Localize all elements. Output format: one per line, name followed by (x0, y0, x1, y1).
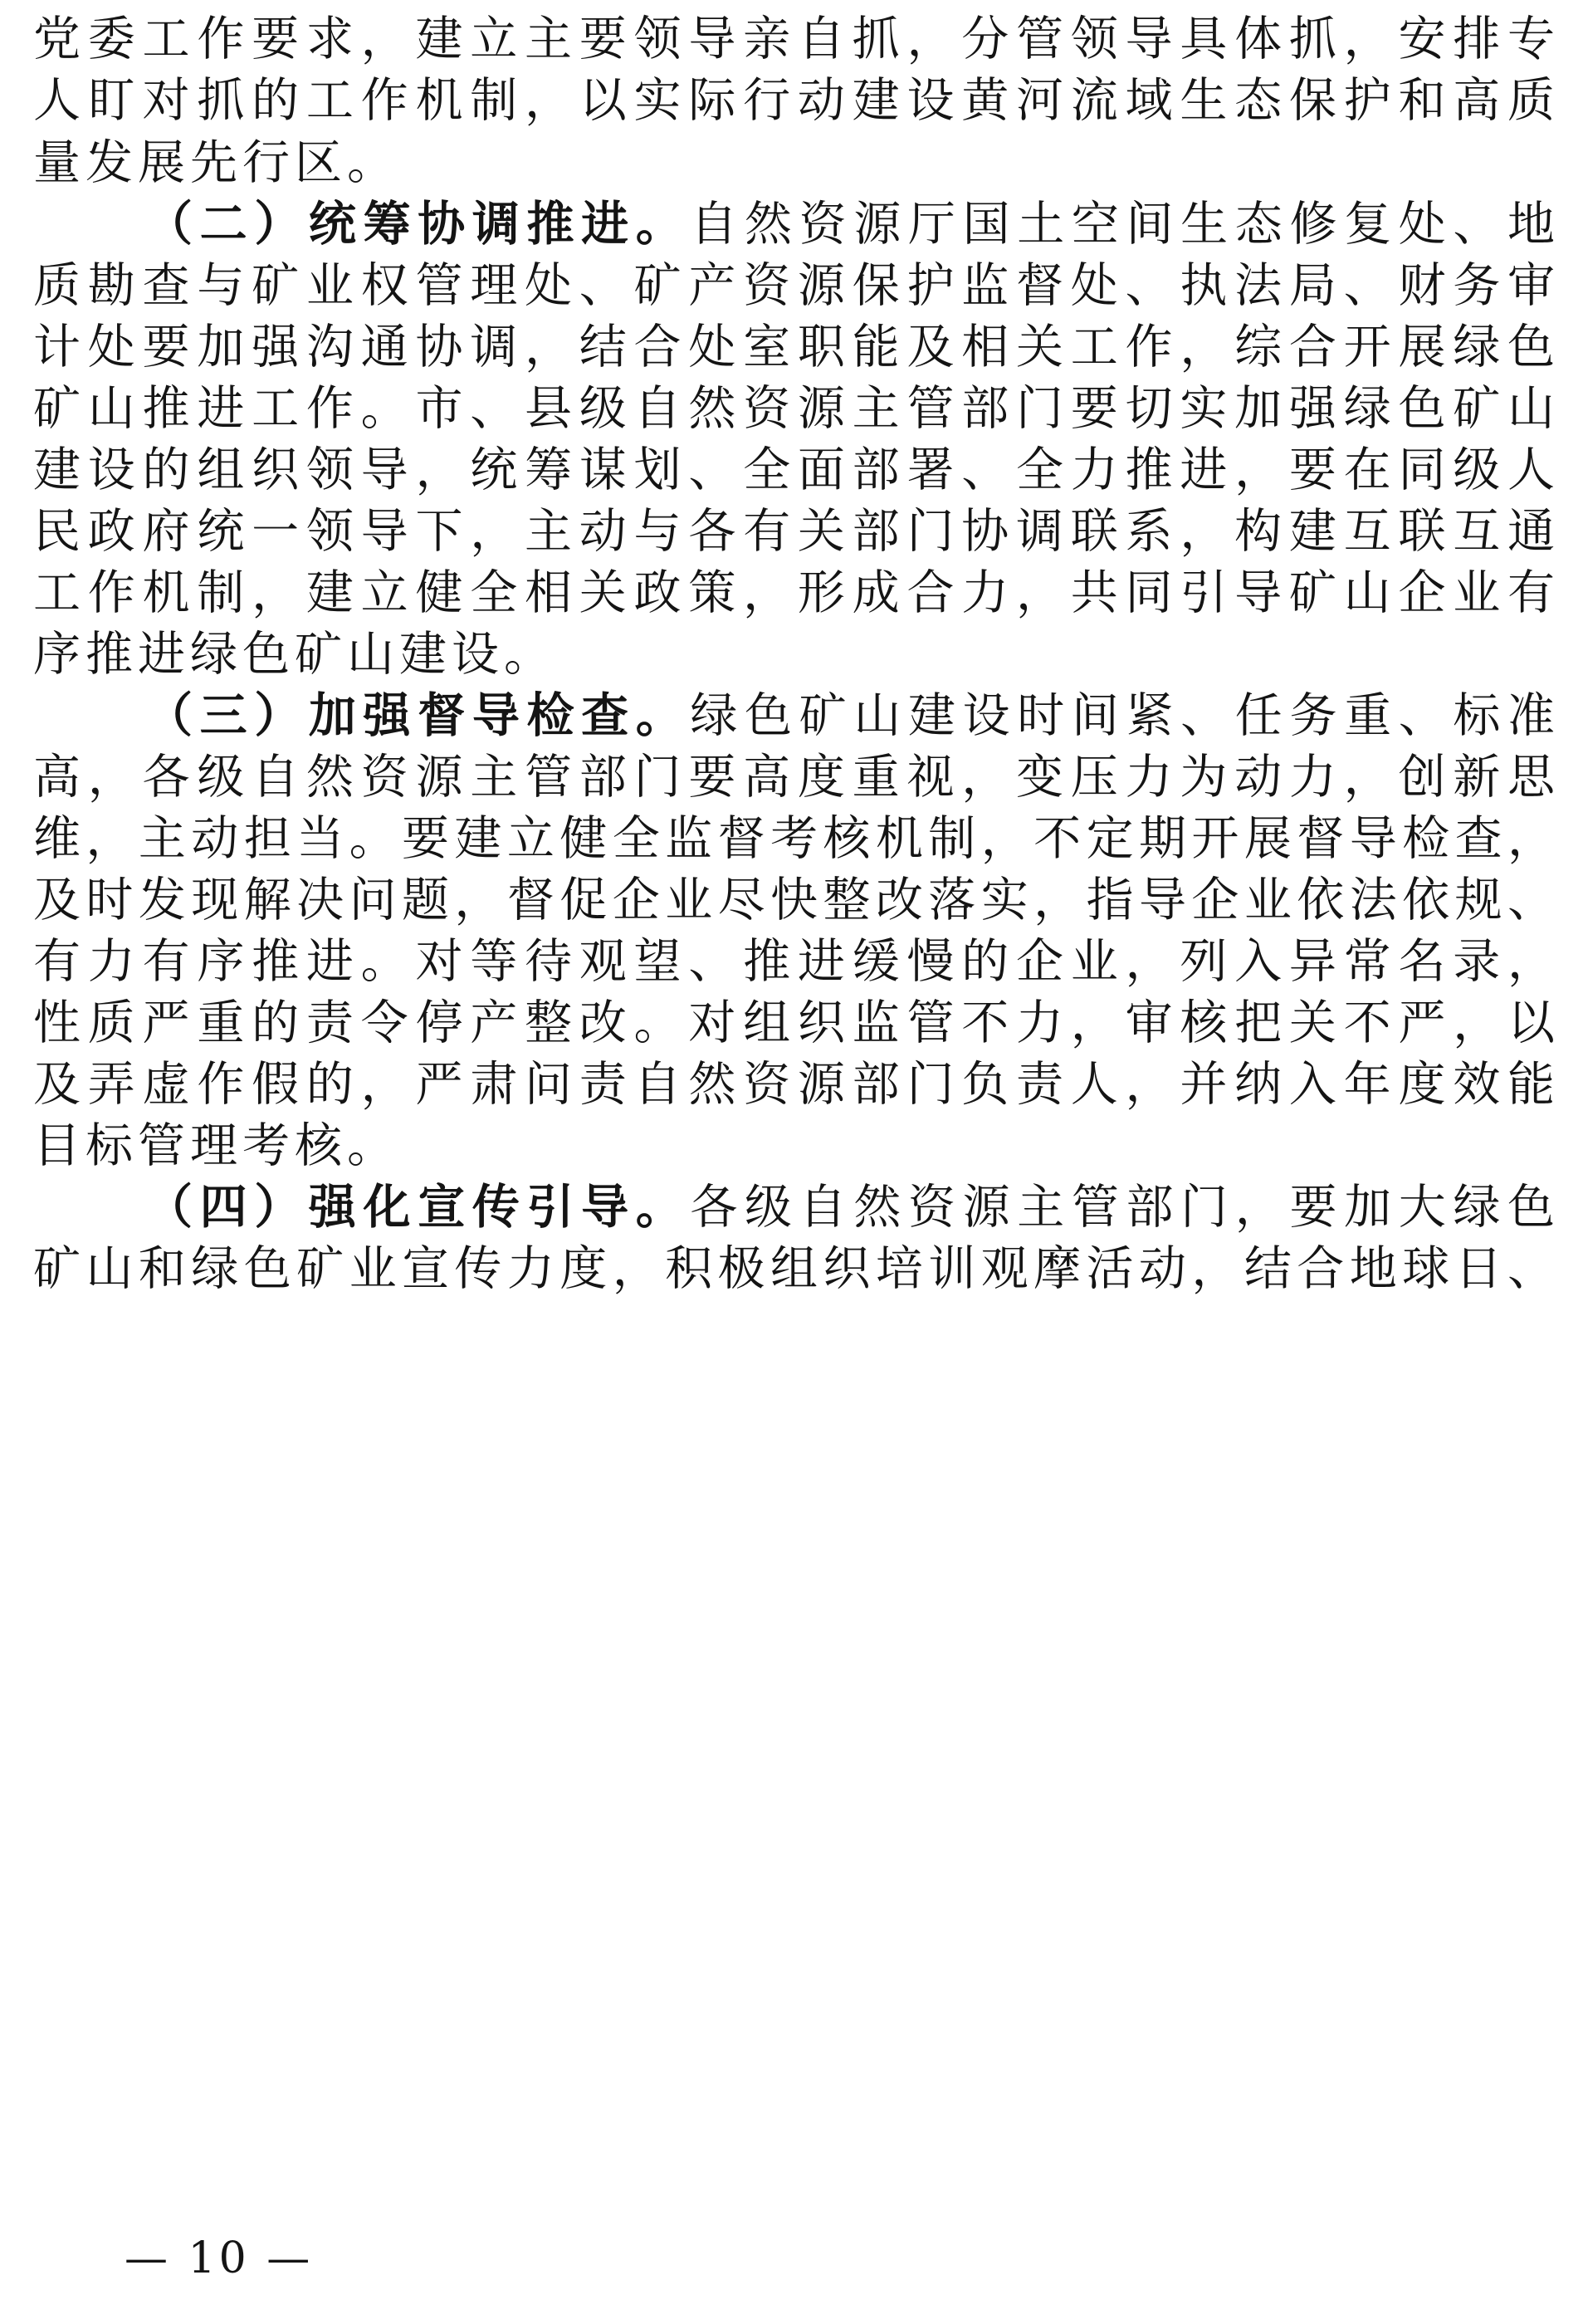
body-line: 建设的组织领导，统筹谋划、全面部署、全力推进，要在同级人 (33, 443, 1555, 497)
body-line: 量发展先行区。 (33, 135, 399, 190)
body-line: 目标管理考核。 (33, 1118, 399, 1173)
page-number: — 10 — (125, 2233, 314, 2283)
body-line: 民政府统一领导下，主动与各有关部门协调联系，构建互联互通 (33, 504, 1555, 559)
body-line: 矿山推进工作。市、县级自然资源主管部门要切实加强绿色矿山 (33, 381, 1555, 436)
body-line: 计处要加强沟通协调，结合处室职能及相关工作，综合开展绿色 (33, 320, 1555, 374)
body-line: 质勘查与矿业权管理处、矿产资源保护监督处、执法局、财务审 (33, 258, 1555, 313)
section-heading: （三）加强督导检查。 (145, 688, 691, 743)
body-line: 高，各级自然资源主管部门要高度重视，变压力为动力，创新思 (33, 750, 1555, 805)
section-text: 绿色矿山建设时间紧、任务重、标准 (690, 688, 1556, 743)
section-heading: （二）统筹协调推进。 (145, 197, 691, 252)
body-line: 序推进绿色矿山建设。 (33, 627, 556, 682)
body-line: 及时发现解决问题，督促企业尽快整改落实，指导企业依法依规、 (33, 873, 1555, 927)
body-line: 及弄虚作假的，严肃问责自然资源部门负责人，并纳入年度效能 (33, 1057, 1555, 1112)
body-line: 矿山和绿色矿业宣传力度，积极组织培训观摩活动，结合地球日、 (33, 1241, 1555, 1296)
body-line: 人盯对抓的工作机制，以实际行动建设黄河流域生态保护和高质 (33, 73, 1555, 128)
body-line: 性质严重的责令停产整改。对组织监管不力，审核把关不严，以 (33, 996, 1555, 1050)
section-text: 各级自然资源主管部门，要加大绿色 (690, 1180, 1556, 1235)
body-line: 党委工作要求，建立主要领导亲自抓，分管领导具体抓，安排专 (33, 12, 1555, 66)
section-heading: （四）强化宣传引导。 (145, 1180, 691, 1235)
section-text: 自然资源厅国土空间生态修复处、地 (690, 197, 1556, 252)
body-line: 工作机制，建立健全相关政策，形成合力，共同引导矿山企业有 (33, 565, 1555, 620)
body-line: 维，主动担当。要建立健全监督考核机制，不定期开展督导检查， (33, 811, 1555, 866)
body-line: 有力有序推进。对等待观望、推进缓慢的企业，列入异常名录， (33, 934, 1555, 989)
